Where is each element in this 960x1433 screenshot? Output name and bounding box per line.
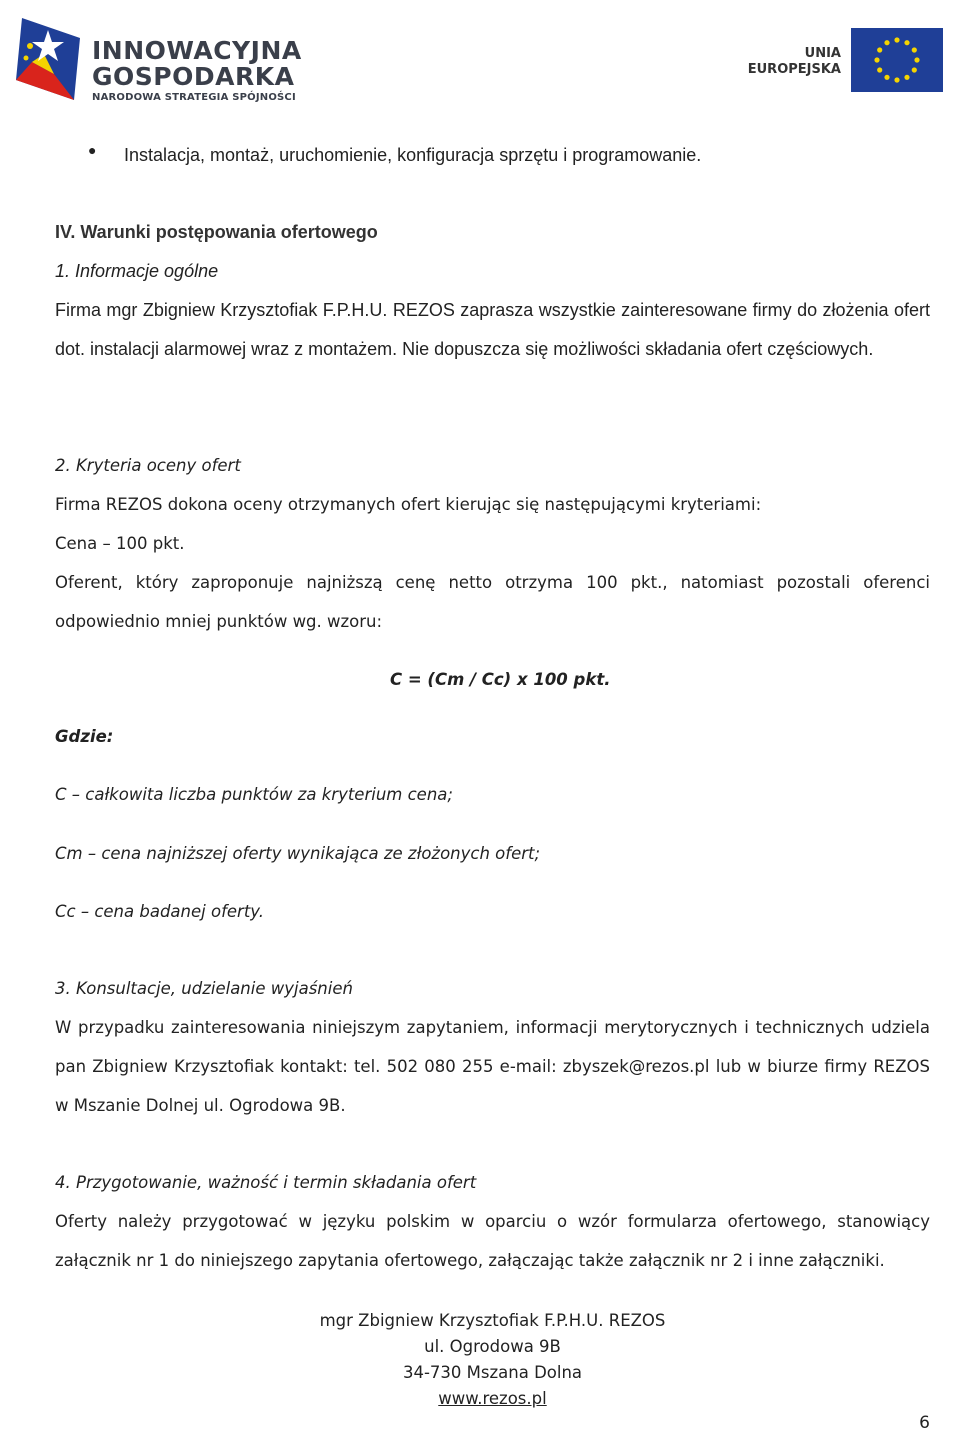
eu-logo-line-2: EUROPEJSKA bbox=[747, 62, 841, 77]
section-4-text: Oferty należy przygotować w języku polskim w oparciu o wzór formularza ofertowego, stanowiący załącznik nr 1 do niniejszego zapytania ofertowego, załączając także załącznik nr 2 i inne załączniki. bbox=[55, 1212, 930, 1270]
logo-line-3: NARODOWA STRATEGIA SPÓJNOŚCI bbox=[92, 92, 296, 103]
section-3-text: W przypadku zainteresowania niniejszym zapytaniem, informacji merytorycznych i technicznych udziela pan Zbigniew Krzysztofiak kontakt: tel. 502 080 255 e-mail: zbyszek@rezos.pl lub w biurze firmy REZOS w Mszanie Dolnej ul. Ogrodowa 9B. bbox=[55, 1018, 930, 1115]
definition-cc: Cc – cena badanej oferty. bbox=[55, 902, 265, 921]
footer-website-link[interactable]: www.rezos.pl bbox=[438, 1389, 547, 1408]
footer bbox=[0, 1308, 960, 1412]
section-2-line-1: Firma REZOS dokona oceny otrzymanych ofert kierując się następującymi kryteriami: bbox=[55, 495, 762, 514]
innowacyjna-gospodarka-logo bbox=[14, 14, 314, 106]
unia-europejska-logo bbox=[747, 28, 943, 94]
footer-street: ul. Ogrodowa 9B bbox=[424, 1337, 561, 1356]
footer-company: mgr Zbigniew Krzysztofiak F.P.H.U. REZOS bbox=[319, 1311, 666, 1330]
bullet-icon: ● bbox=[88, 142, 97, 158]
section-1-text: Firma mgr Zbigniew Krzysztofiak F.P.H.U. REZOS zaprasza wszystkie zainteresowane firmy do złożenia ofert dot. instalacji alarmowej wraz z montażem. Nie dopuszcza się możliwości składania ofert częściowych. bbox=[55, 300, 930, 359]
bullet-item-text: Instalacja, montaż, uruchomienie, konfiguracja sprzętu i programowanie. bbox=[124, 145, 702, 165]
formula: C = (Cm / Cc) x 100 pkt. bbox=[390, 670, 611, 689]
definition-cm: Cm – cena najniższej oferty wynikająca ze złożonych ofert; bbox=[55, 844, 541, 863]
section-1-heading: 1. Informacje ogólne bbox=[55, 261, 219, 281]
logo-line-1: INNOWACYJNA bbox=[92, 36, 302, 65]
section-3-heading: 3. Konsultacje, udzielanie wyjaśnień bbox=[55, 979, 353, 998]
innowacyjna-gospodarka-emblem-icon bbox=[14, 14, 84, 106]
section-2-text: Oferent, który zaproponuje najniższą cenę netto otrzyma 100 pkt., natomiast pozostali oferenci odpowiednio mniej punktów wg. wzoru: bbox=[55, 573, 930, 631]
gdzie-label: Gdzie: bbox=[55, 727, 114, 746]
footer-city: 34-730 Mszana Dolna bbox=[402, 1363, 583, 1382]
section-4-heading: 4. Przygotowanie, ważność i termin składania ofert bbox=[55, 1173, 477, 1192]
logo-line-2: GOSPODARKA bbox=[92, 62, 295, 91]
section-2-heading: 2. Kryteria oceny ofert bbox=[55, 456, 241, 475]
page-number: 6 bbox=[919, 1413, 930, 1433]
definition-c: C – całkowita liczba punktów za kryterium cena; bbox=[55, 785, 453, 804]
eu-flag-icon bbox=[851, 28, 943, 92]
eu-logo-line-1: UNIA bbox=[804, 46, 841, 61]
section-iv-heading: IV. Warunki postępowania ofertowego bbox=[55, 222, 378, 242]
section-2-line-2: Cena – 100 pkt. bbox=[55, 534, 185, 553]
